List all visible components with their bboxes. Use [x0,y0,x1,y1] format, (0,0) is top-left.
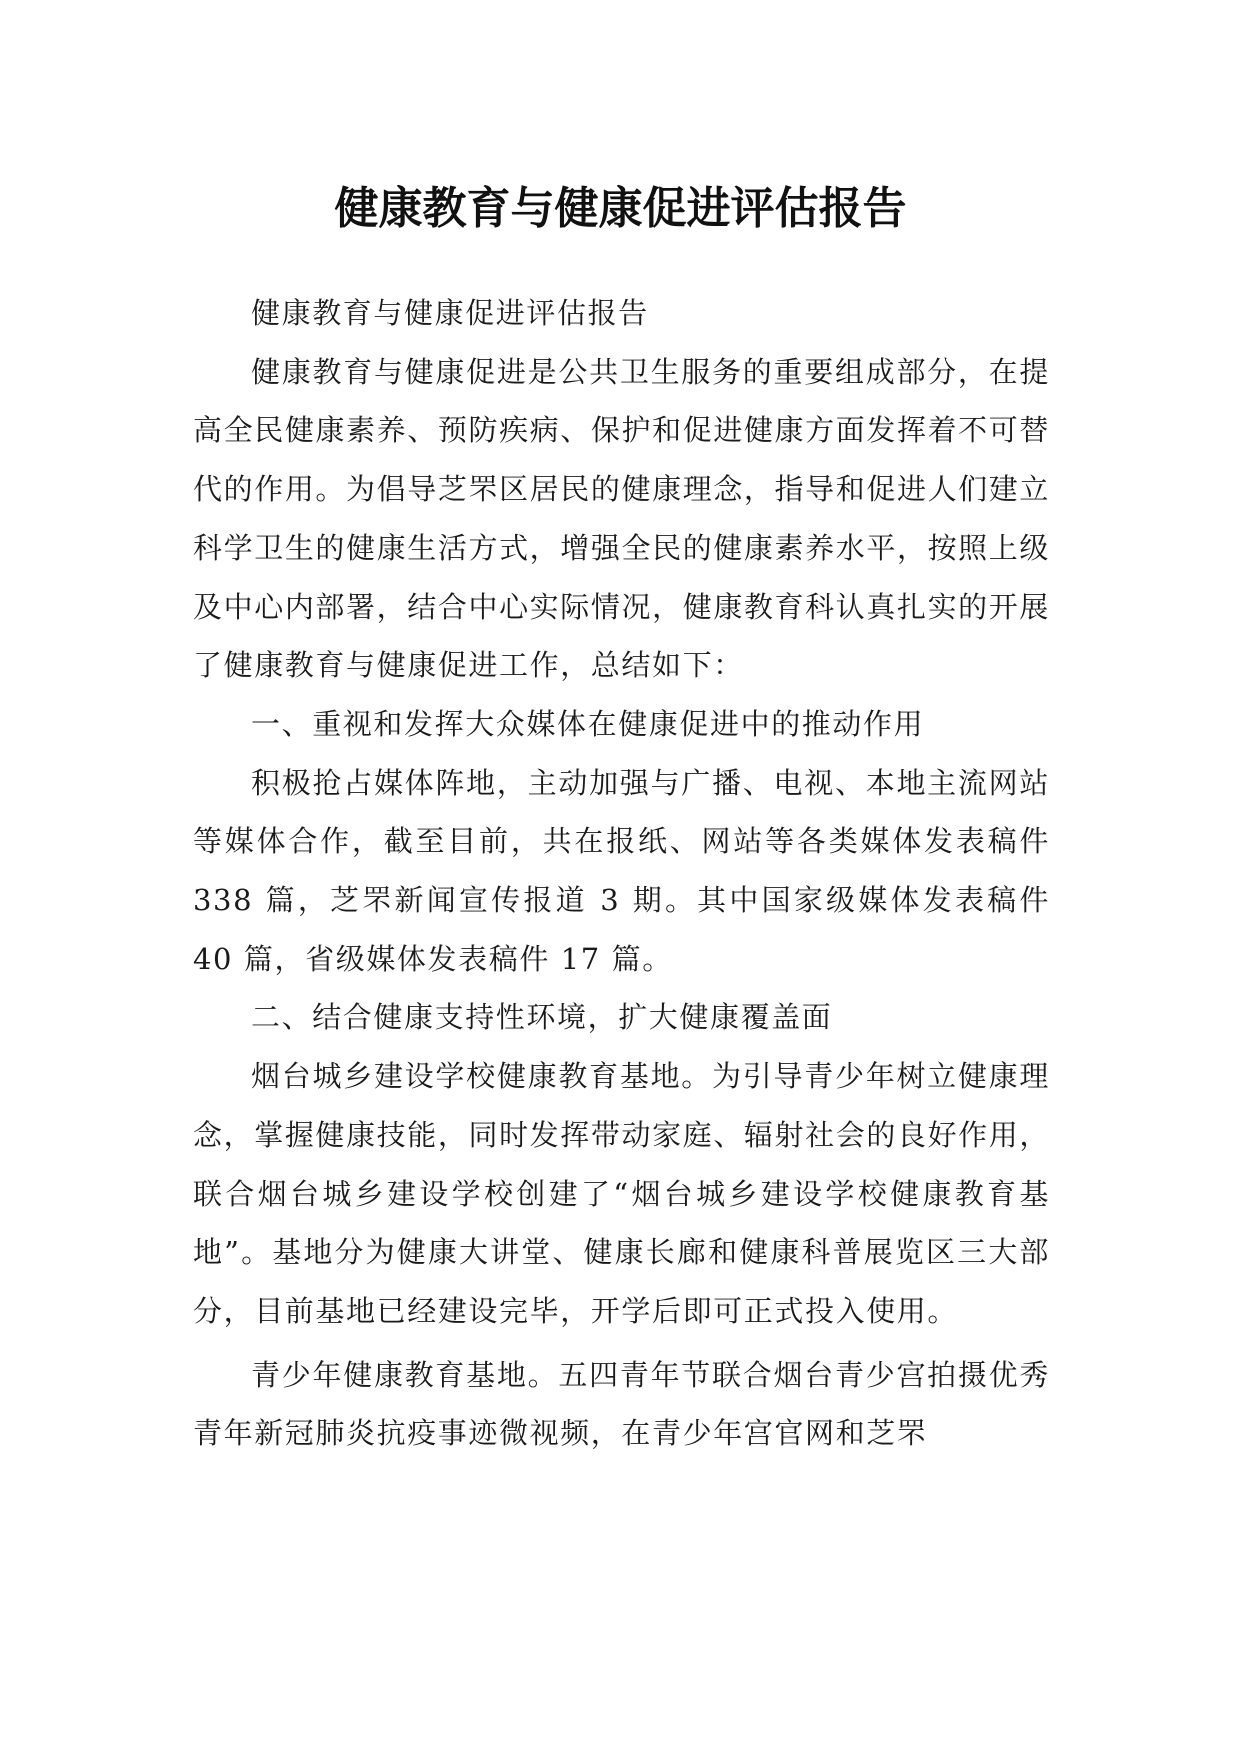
paragraph-youth-base: 青少年健康教育基地。五四青年节联合烟台青少宫拍摄优秀青年新冠肺炎抗疫事迹微视频，在青少年宫官网和芝罘 [193,1357,1050,1451]
document-title: 健康教育与健康促进评估报告 [334,183,907,235]
document-body [193,284,1050,1463]
paragraph-school-base: 烟台城乡建设学校健康教育基地。为引导青少年树立健康理念，掌握健康技能，同时发挥带动家庭、辐射社会的良好作用，联合烟台城乡建设学校创建了“烟台城乡建设学校健康教育基地”。基地分为健康大讲堂、健康长廊和健康科普展览区三大部分，目前基地已经建设完毕，开学后即可正式投入使用。 [193,1059,1050,1328]
section-heading-2: 二、结合健康支持性环境，扩大健康覆盖面 [251,1000,833,1035]
paragraph-media: 积极抢占媒体阵地，主动加强与广播、电视、本地主流网站等媒体合作，截至目前，共在报纸、网站等各类媒体发表稿件 338 篇，芝罘新闻宣传报道 3 期。其中国家级媒体发表稿件 40 篇，省级媒体发表稿件 17 篇。 [193,765,1050,976]
section-heading-1: 一、重视和发挥大众媒体在健康促进中的推动作用 [251,706,925,741]
paragraph-intro: 健康教育与健康促进是公共卫生服务的重要组成部分，在提高全民健康素养、预防疾病、保护和促进健康方面发挥着不可替代的作用。为倡导芝罘区居民的健康理念，指导和促进人们建立科学卫生的健康生活方式，增强全民的健康素养水平，按照上级及中心内部署，结合中心实际情况，健康教育科认真扎实的开展了健康教育与健康促进工作，总结如下： [193,354,1050,683]
paragraph-subtitle: 健康教育与健康促进评估报告 [251,296,649,330]
